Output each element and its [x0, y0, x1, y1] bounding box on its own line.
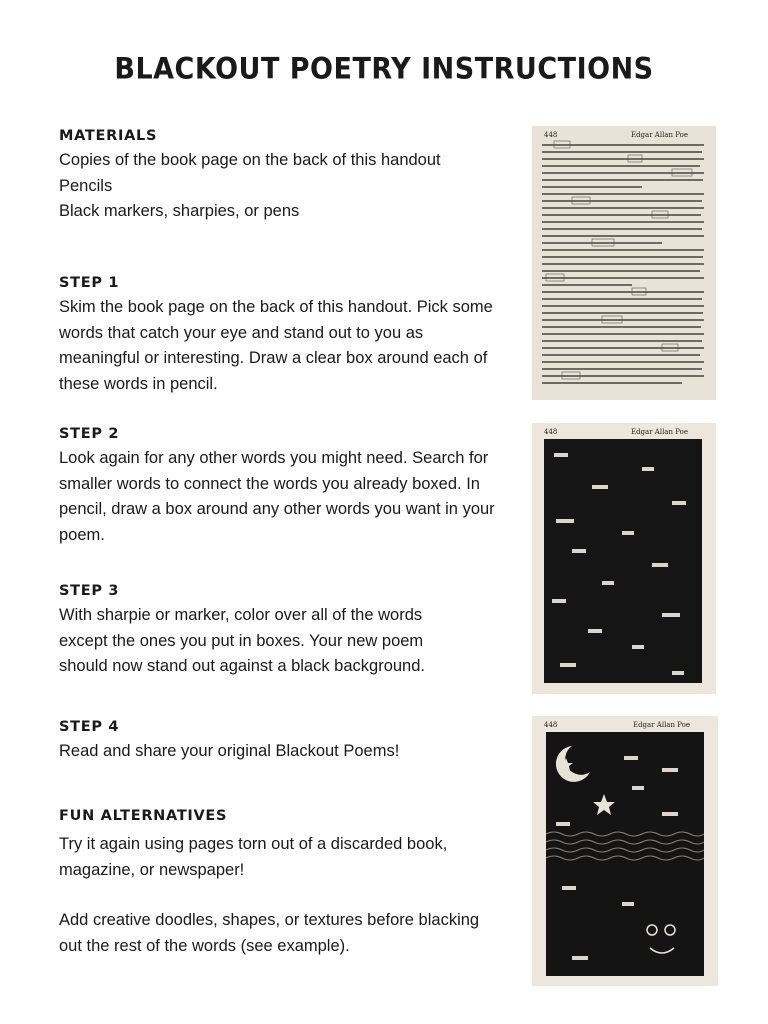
materials-item: Pencils: [59, 176, 113, 195]
page-title: BLACKOUT POETRY INSTRUCTIONS: [114, 52, 654, 87]
step-1-section: [59, 275, 504, 397]
example-page-number: 448: [544, 131, 558, 139]
example-author: Edgar Allan Poe: [630, 131, 688, 139]
materials-heading: MATERIALS: [59, 128, 158, 144]
example-boxed-page-image: [532, 126, 716, 400]
step-2-heading: STEP 2: [59, 426, 120, 442]
step-2-text: Look again for any other words you might need. Search for smaller words to connect the words you already boxed. In pencil, draw a box around any other words you want in your poem.: [59, 449, 495, 544]
example-blackout-page-image: [532, 423, 716, 694]
example-page-number: 448: [544, 721, 558, 729]
step-3-section: [59, 583, 459, 680]
example-doodle-page-image: [532, 716, 718, 986]
alternatives-paragraph: Add creative doodles, shapes, or textures before blacking out the rest of the words (see example).: [59, 911, 480, 955]
alternatives-heading: FUN ALTERNATIVES: [59, 808, 228, 824]
step-1-text: Skim the book page on the back of this handout. Pick some words that catch your eye and stand out to you as meaningful or interesting. Draw a clear box around each of these words in pencil.: [59, 298, 493, 393]
step-4-heading: STEP 4: [59, 719, 120, 735]
example-page-number: 448: [544, 428, 558, 436]
example-author: Edgar Allan Poe: [630, 428, 688, 436]
step-2-section: [59, 426, 499, 548]
step-4-section: [59, 719, 509, 765]
materials-item: Copies of the book page on the back of this handout: [59, 151, 441, 169]
step-4-text: Read and share your original Blackout Poems!: [59, 742, 400, 760]
materials-section: [59, 128, 509, 225]
example-author: Edgar Allan Poe: [632, 721, 690, 729]
step-3-heading: STEP 3: [59, 583, 120, 599]
blackout-graphic: [532, 423, 716, 694]
step-3-text: With sharpie or marker, color over all of the words except the ones you put in boxes. Your new poem should now stand out against a black background.: [59, 606, 425, 675]
alternatives-section: [59, 808, 489, 959]
step-1-heading: STEP 1: [59, 275, 120, 291]
alternatives-paragraph: Try it again using pages torn out of a discarded book, magazine, or newspaper!: [59, 835, 448, 879]
doodle-blackout-graphic: [532, 716, 718, 986]
materials-item: Black markers, sharpies, or pens: [59, 202, 300, 220]
text-lines-graphic: [532, 126, 716, 400]
